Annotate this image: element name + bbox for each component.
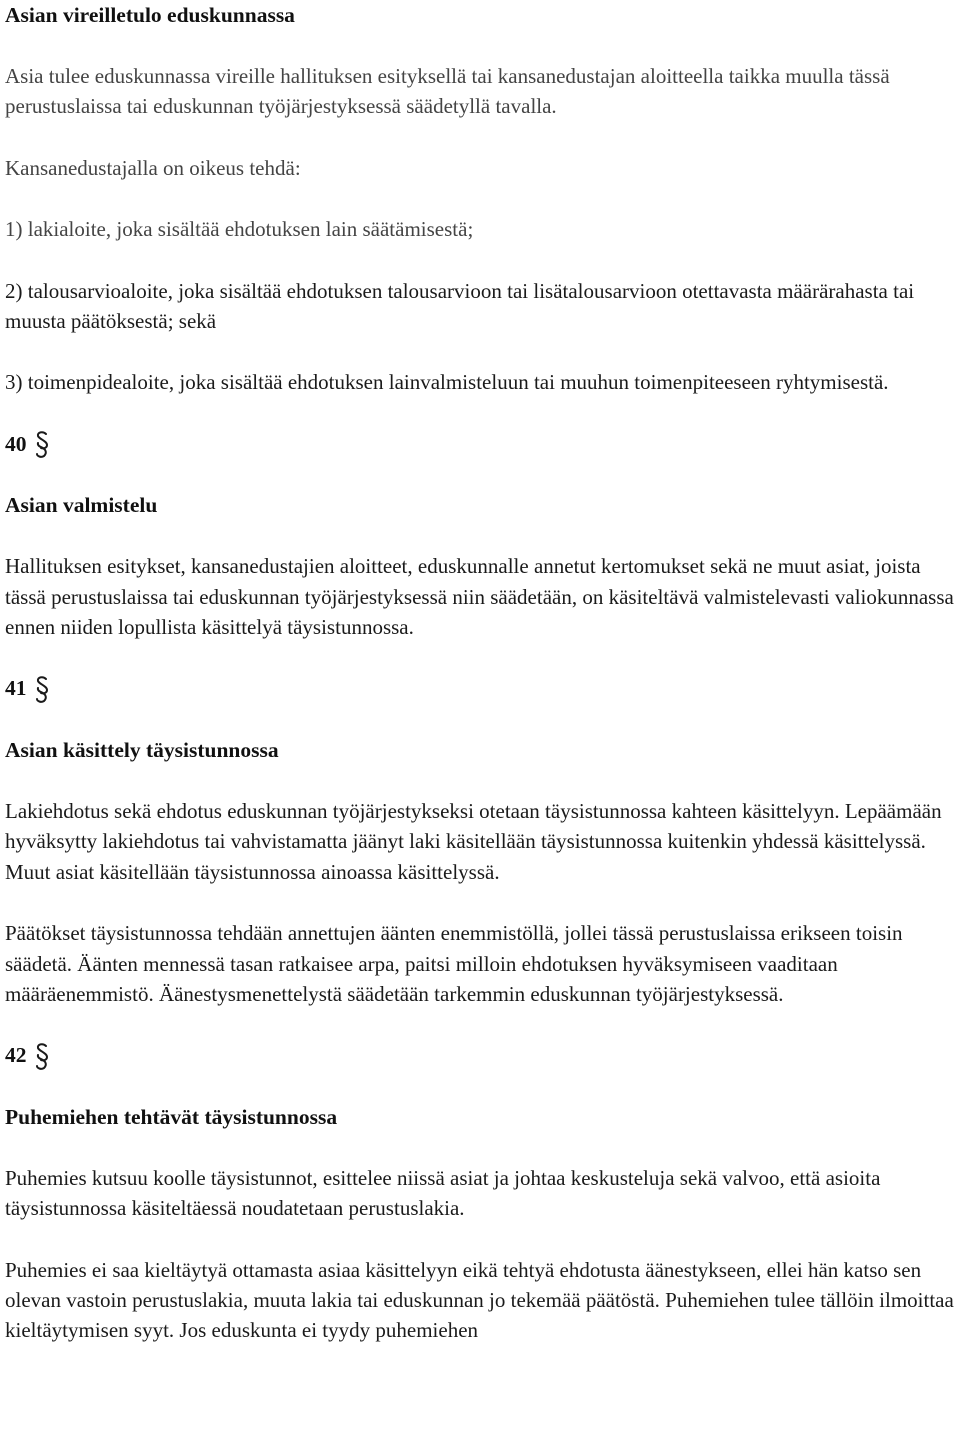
paragraph-39-1: Asia tulee eduskunnassa vireille hallituksen esityksellä tai kansanedustajan aloitteella taikka muulla tässä perustuslaissa tai eduskunnan työjärjestyksessä säädetyllä tavalla. [5,64,890,119]
paragraph-42-2: Puhemies ei saa kieltäytyä ottamasta asiaa käsittelyyn eikä tehtyä ehdotusta äänestykseen, ellei hän katso sen olevan vastoin perustuslakia, muuta lakia tai eduskunnan jo tekemää päätöstä. Puhemiehen tulee tällöin ilmoittaa kieltäytymisen syyt. Jos eduskunta ei tyydy puhemiehen [5,1257,954,1343]
paragraph-39-3: 1) lakialoite, joka sisältää ehdotuksen lain säätämisestä; [5,217,474,242]
section-number-text: 42 [5,1043,27,1068]
paragraph-41-2: Päätökset täysistunnossa tehdään annettujen äänten enemmistöllä, jollei tässä perustuslaissa erikseen toisin säädetä. Äänten mennessä tasan ratkaisee arpa, paitsi milloin ehdotuksen hyväksymiseen vaaditaan määräenemmistö. Äänestysmenettelystä säädetään tarkemmin eduskunnan työjärjestyksessä. [5,921,903,1006]
section-heading-40: Asian valmistelu [5,493,158,518]
section-number-text: 40 [5,431,27,456]
paragraph-40-1: Hallituksen esitykset, kansanedustajien aloitteet, eduskunnalle annetut kertomukset sekä ne muut asiat, joista tässä perustuslaissa tai eduskunnan työjärjestyksessä niin säädetään, on käsiteltävä valmistelevasti valiokunnassa ennen niiden lopullista käsittelyä täysistunnossa. [5,554,954,640]
section-sign-icon [31,429,53,459]
paragraph-42-1: Puhemies kutsuu koolle täysistunnot, esittelee niissä asiat ja johtaa keskusteluja sekä valvoo, että asioita täysistunnossa käsiteltäessä noudatetaan perustuslakia. [5,1165,881,1221]
section-number-42 [5,1040,955,1070]
paragraph-39-2: Kansanedustajalla on oikeus tehdä: [5,155,301,180]
document-page [5,0,955,1346]
paragraph-39-5: 3) toimenpidealoite, joka sisältää ehdotuksen lainvalmisteluun tai muuhun toimenpiteeseen ryhtymisestä. [5,370,889,395]
section-number-41 [5,673,955,703]
section-number-text: 41 [5,676,27,701]
section-heading-42: Puhemiehen tehtävät täysistunnossa [5,1104,338,1129]
section-sign-icon [31,1041,53,1071]
paragraph-39-4: 2) talousarvioaloite, joka sisältää ehdotuksen talousarvioon tai lisätalousarvioon otettavasta määrärahasta tai muusta päätöksestä; sekä [5,278,915,334]
section-number-40 [5,429,955,459]
section-heading-41: Asian käsittely täysistunnossa [5,737,279,762]
section-heading-39: Asian vireilletulo eduskunnassa [5,3,295,27]
section-sign-icon [31,674,53,704]
paragraph-41-1: Lakiehdotus sekä ehdotus eduskunnan työjärjestykseksi otetaan täysistunnossa kahteen käsittelyyn. Lepäämään hyväksytty lakiehdotus tai vahvistamatta jäänyt laki käsitellään täysistunnossa kuitenkin yhdessä käsittelyssä. Muut asiat käsitellään täysistunnossa ainoassa käsittelyssä. [5,798,942,884]
